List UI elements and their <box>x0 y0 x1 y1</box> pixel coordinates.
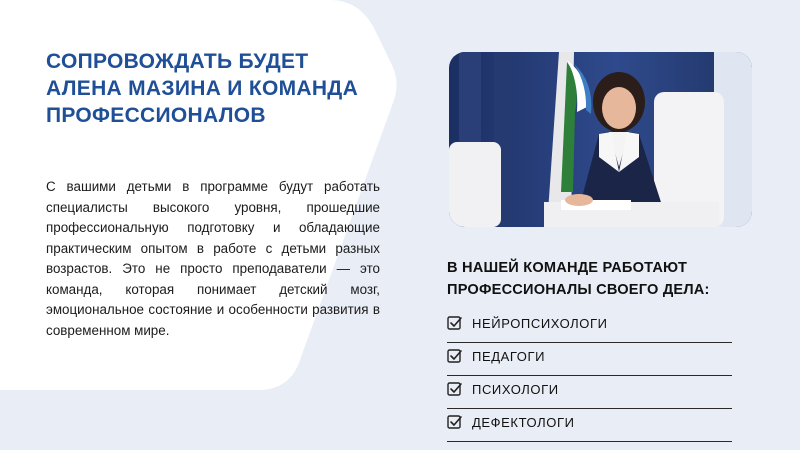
page-title <box>46 48 406 129</box>
list-item-label: ПСИХОЛОГИ <box>472 381 559 397</box>
list-item <box>447 343 732 376</box>
list-item <box>447 310 732 343</box>
checkbox-checked-icon <box>447 414 463 430</box>
list-item-label: НЕЙРОПСИХОЛОГИ <box>472 315 608 331</box>
team-heading <box>447 257 777 301</box>
list-item-label: ПЕДАГОГИ <box>472 348 546 364</box>
specialist-list <box>447 310 732 442</box>
checkbox-checked-icon <box>447 315 463 331</box>
list-item-label: ДЕФЕКТОЛОГИ <box>472 414 575 430</box>
list-item <box>447 409 732 442</box>
description-text: С вашими детьми в программе будут работать специалисты высокого уровня, прошедшие профессиональную подготовку и обладающие практическим опытом в работе с детьми разных возрастов. Это не просто преподаватели — это команда, которая понимает детский мозг, эмоциональное состояние и особенности развития в современном мире. <box>46 179 380 338</box>
checkbox-checked-icon <box>447 348 463 364</box>
checkbox-checked-icon <box>447 381 463 397</box>
list-item <box>447 376 732 409</box>
title-line: СОПРОВОЖДАТЬ БУДЕТ <box>46 50 309 73</box>
team-lead-photo <box>449 52 752 227</box>
team-heading-line: ПРОФЕССИОНАЛЫ СВОЕГО ДЕЛА: <box>447 282 710 298</box>
team-heading-line: В НАШЕЙ КОМАНДЕ РАБОТАЮТ <box>447 260 688 276</box>
title-line: АЛЕНА МАЗИНА И КОМАНДА <box>46 77 359 100</box>
title-line: ПРОФЕССИОНАЛОВ <box>46 104 266 127</box>
